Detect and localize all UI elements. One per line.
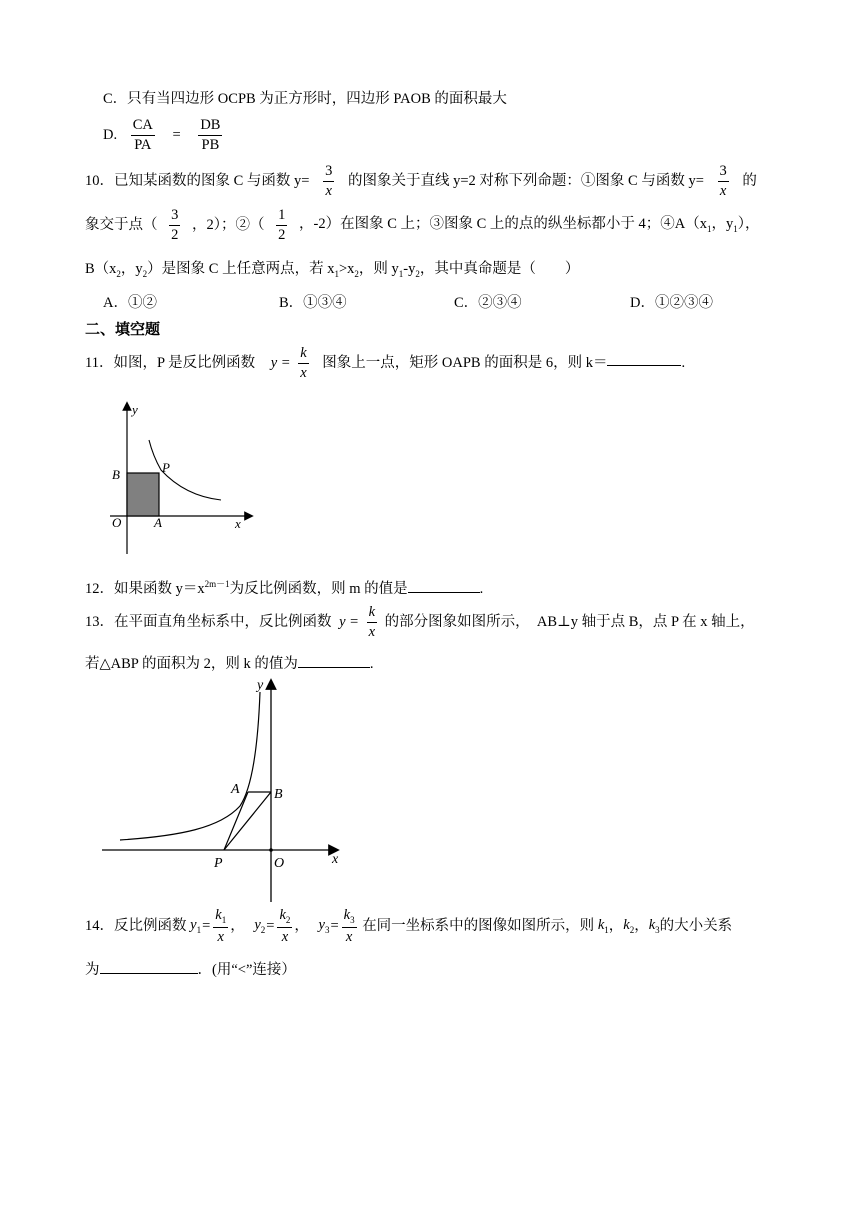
q10-line-2: 象交于点（ $\frac{3}{2}$ ，2）；②（ $\frac{1}{2}$ ，-2）在图象 C 上；③图象 C 上的点的纵坐标都小于 4；$④A(x_1$，$y_1$）， (85, 207, 760, 243)
q11-text: 11．如图，P 是反比例函数 y = $\frac{k}{x}$ 图象上一点，矩形 OAPB 的面积是 6，则 k＝ . (85, 345, 686, 381)
segment-bp (224, 792, 271, 850)
label-o: O (274, 856, 285, 871)
label-b: B (274, 787, 283, 802)
origin-point (269, 848, 273, 852)
label-a: A (231, 782, 240, 797)
equals-sign: = (172, 126, 181, 143)
segment-ap (224, 792, 248, 850)
label-o: O (112, 515, 122, 530)
fraction-k1-over-x: $\frac{k_1}{x}$ (215, 907, 227, 945)
hyperbola-curve (149, 440, 221, 500)
q9-option-c: C．只有当四边形 OCPB 为正方形时，四边形 PAOB 的面积最大 (103, 91, 507, 107)
label-p: P (162, 460, 170, 475)
q9-option-d-label: D. (103, 126, 118, 143)
q9-option-d (103, 118, 226, 152)
fraction-k-over-x: $\frac{k}{x}$ (300, 345, 307, 381)
fraction-3-over-x: $\frac{3}{x}$ (325, 163, 333, 199)
fraction-k-over-x: $\frac{k}{x}$ (368, 604, 376, 640)
label-p: P (214, 856, 223, 871)
q13-line-1: 13．在平面直角坐标系中，反比例函数 y = $\frac{k}{x}$ 的部分图象如图所示， AB⊥y 轴于点 B，点 P 在 x 轴上， (85, 604, 755, 640)
answer-blank (408, 580, 480, 593)
fraction-3-over-x-2: $\frac{3}{x}$ (719, 163, 727, 199)
section-heading: 二、填空题 (85, 320, 161, 338)
q10-option-b: B．①③④ (279, 295, 347, 311)
label-b: B (112, 467, 120, 482)
label-a: A (154, 515, 162, 530)
answer-blank (607, 353, 681, 366)
q10-line-1: 10．已知某函数的图象 C 与函数 y= $\frac{3}{x}$ 的图象关于直线 y=2 对称下列命题：①图象 C 与函数 y= $\frac{3}{x}$ 的 (85, 163, 757, 199)
fraction-k3-over-x: $\frac{k_3}{x}$ (343, 907, 355, 945)
q13-figure (100, 676, 360, 906)
label-x: x (235, 516, 241, 531)
answer-blank (298, 655, 370, 668)
q13-line-2: 若△ABP 的面积为 2，则 k 的值为 . (85, 656, 374, 672)
answer-blank (100, 961, 198, 974)
q14-line-1: 14．反比例函数 $y_1=$ $\frac{k_1}{x}$ ， $y_2=$ $\frac{k_2}{x}$ ， $y_3=$ $\frac{k_3}{x}$ 在同一坐标系中的图像如图所示，则 $k_1$，$k_2$，$k_3$的大小关系 (85, 907, 733, 945)
fraction-3-over-2: $\frac{3}{2}$ (171, 207, 179, 243)
q10-option-a: A．①② (103, 295, 157, 311)
q10-option-c: C．②③④ (454, 295, 522, 311)
hyperbola-curve (120, 692, 260, 840)
q10-option-d: D．①②③④ (630, 295, 713, 311)
rectangle-oapb (127, 473, 159, 516)
label-x: x (332, 852, 339, 867)
fraction-k2-over-x: $\frac{k_2}{x}$ (279, 907, 291, 945)
fraction-1-over-2: $\frac{1}{2}$ (278, 207, 286, 243)
q11-figure (105, 396, 255, 556)
label-y: y (132, 402, 138, 417)
q14-line-2: 为 ．(用“<”连接） (85, 962, 296, 978)
fraction-ca-pa: $\frac{CA}{PA}$ (132, 117, 153, 153)
label-y: y (257, 678, 264, 693)
q12-text: 12．如果函数 $y=x^{2m-1}$为反比例函数，则 m 的值是 . (85, 579, 484, 597)
fraction-db-pb: $\frac{DB}{PB}$ (200, 117, 221, 153)
q10-line-3: $B(x_2$，$y_2$）是图象 C 上任意两点，若 $x_1>x_2$，则 $y_1-y_2$，其中真命题是（ ） (85, 261, 580, 279)
